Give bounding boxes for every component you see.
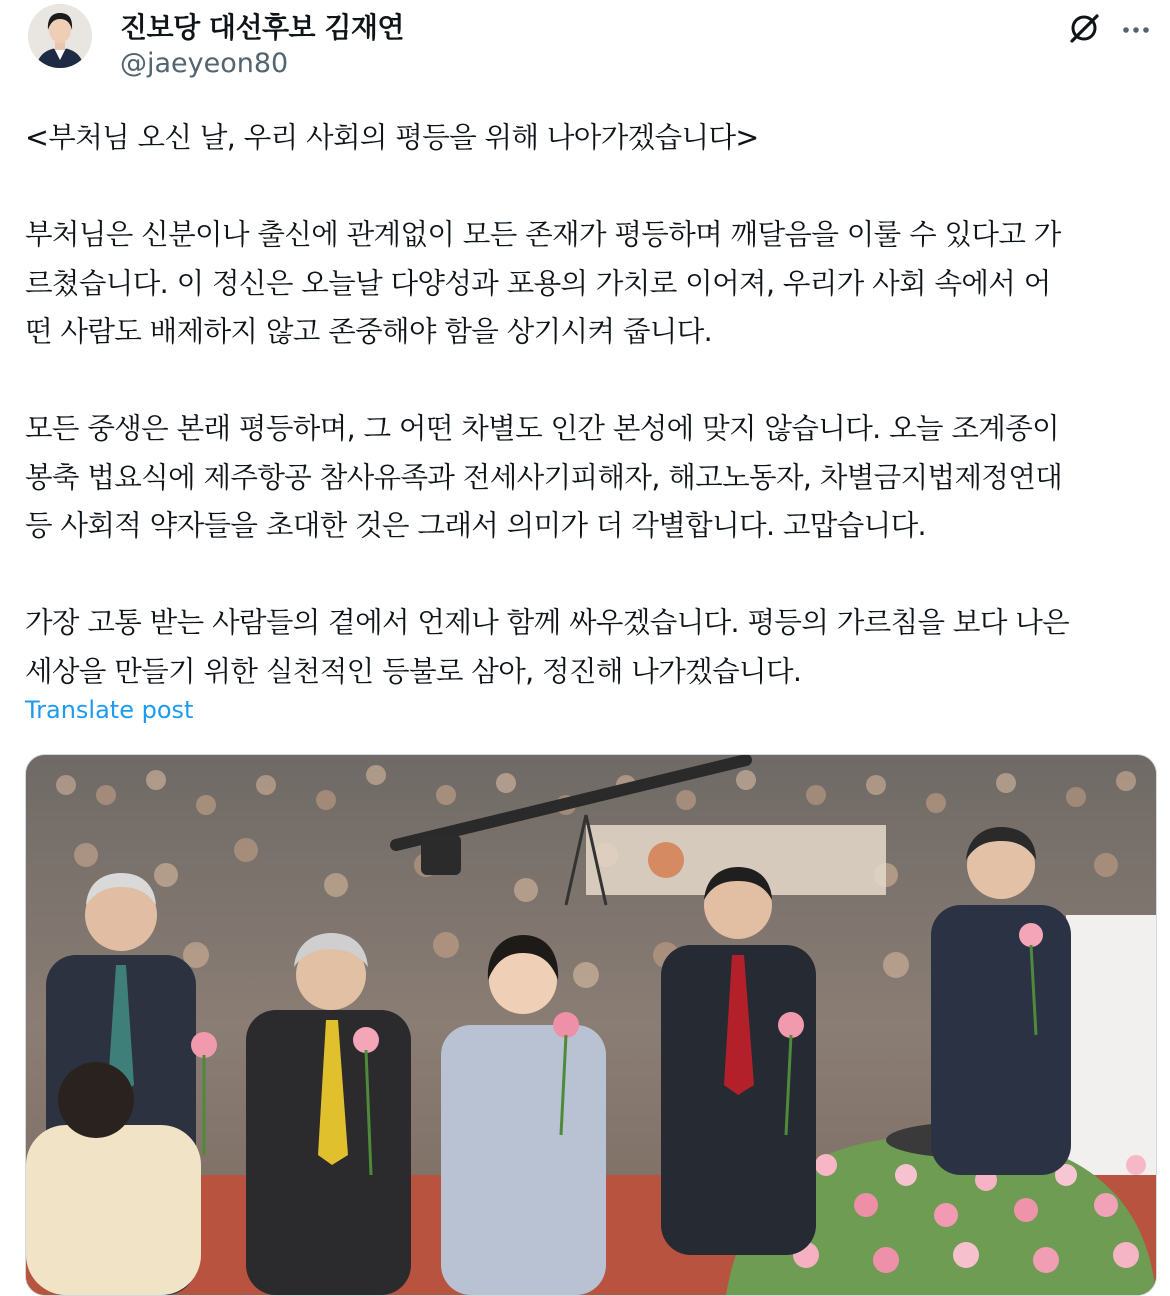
post-header	[0, 0, 1170, 100]
post-line: 떤 사람도 배제하지 않고 존중해야 함을 상기시켜 줍니다.	[25, 315, 713, 348]
post-line: 등 사회적 약자들을 초대한 것은 그래서 의미가 더 각별합니다. 고맙습니다.	[25, 509, 926, 542]
post-paragraph	[25, 114, 1150, 163]
post-line: 부처님은 신분이나 출신에 관계없이 모든 존재가 평등하며 깨달음을 이룰 수 있다고 가	[25, 218, 1061, 251]
post-line: 가장 고통 받는 사람들의 곁에서 언제나 함께 싸우겠습니다. 평등의 가르침을 보다 나은	[25, 606, 1070, 639]
avatar-photo	[28, 4, 92, 68]
post-line: 르쳤습니다. 이 정신은 오늘날 다양성과 포용의 가치로 이어져, 우리가 사회 속에서 어	[25, 266, 1051, 300]
more-horizontal-icon	[1116, 8, 1156, 48]
post-line: <부처님 오신 날, 우리 사회의 평등을 위해 나아가겠습니다>	[25, 121, 759, 154]
post-paragraph	[25, 211, 1150, 357]
ceremony-photo	[26, 755, 1156, 1295]
grok-icon	[1064, 8, 1104, 48]
author-display-name[interactable]: 진보당 대선후보 김재연	[120, 11, 404, 44]
translate-post-link[interactable]: Translate post	[25, 696, 194, 724]
post-media-photo[interactable]	[25, 754, 1157, 1296]
post-line: 봉축 법요식에 제주항공 참사유족과 전세사기피해자, 해고노동자, 차별금지법제정연대	[25, 460, 1063, 494]
post-line: 세상을 만들기 위한 실천적인 등불로 삼아, 정진해 나가겠습니다.	[25, 654, 802, 688]
more-options-button[interactable]	[1116, 8, 1156, 48]
author-handle[interactable]: @jaeyeon80	[120, 48, 289, 79]
post-paragraph	[25, 405, 1150, 551]
post-line: 모든 중생은 본래 평등하며, 그 어떤 차별도 인간 본성에 맞지 않습니다. 오늘 조계종이	[25, 412, 1060, 445]
post-paragraph	[25, 599, 1150, 696]
post-body	[25, 114, 1150, 696]
avatar[interactable]	[28, 4, 92, 68]
grok-button[interactable]	[1064, 8, 1104, 48]
